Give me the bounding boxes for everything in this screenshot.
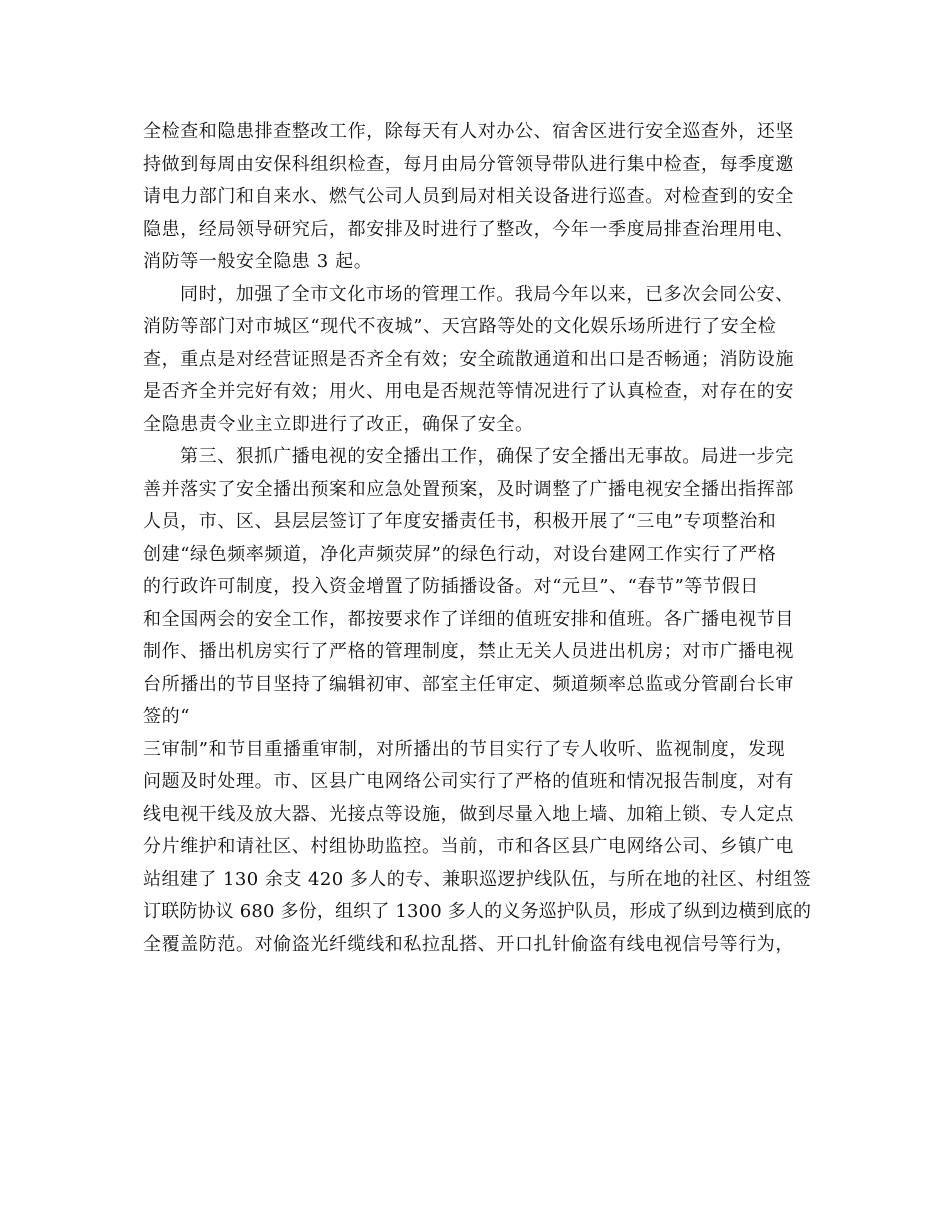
text-line: 全检查和隐患排查整改工作，除每天有人对办公、宿舍区进行安全巡查外，还坚 [143,121,794,142]
text-line: 消防等部门对市城区“现代不夜城”、天宫路等处的文化娱乐场所进行了安全检 [143,316,777,337]
paragraph-first-line: 同时，加强了全市文化市场的管理工作。我局今年以来，已多次会同公安、 [180,283,794,305]
text-line: 订联防协议 680 多份，组织了 1300 多人的义务巡护队员，形成了纵到边横到底的 [143,901,812,922]
text-line: 和全国两会的安全工作，都按要求作了详细的值班安排和值班。各广播电视节目 [143,608,794,630]
text-line: 隐患，经局领导研究后，都安排及时进行了整改，今年一季度局排查治理用电、 [143,218,794,240]
text-line: 制作、播出机房实行了严格的管理制度，禁止无关人员进出机房；对市广播电视 [143,641,794,662]
text-line: 问题及时处理。市、区县广电网络公司实行了严格的值班和情况报告制度，对有 [143,771,794,792]
text-line: 线电视干线及放大器、光接点等设施，做到尽量入地上墙、加箱上锁、专人定点 [143,803,794,825]
body-text [143,116,813,961]
text-line: 全覆盖防范。对偷盗光纤缆线和私拉乱搭、开口扎针偷盗有线电视信号等行为， [143,933,794,955]
text-line: 消防等一般安全隐患 3 起。 [143,251,373,272]
text-line: 查，重点是对经营证照是否齐全有效；安全疏散通道和出口是否畅通；消防设施 [143,348,794,370]
text-line: 持做到每周由安保科组织检查，每月由局分管领导带队进行集中检查，每季度邀 [143,153,794,175]
text-line: 全隐患责令业主立即进行了改正，确保了安全。 [143,413,534,435]
paragraph-first-line: 第三、狠抓广播电视的安全播出工作，确保了安全播出无事故。局进一步完 [180,446,794,467]
text-line: 是否齐全并完好有效；用火、用电是否规范等情况进行了认真检查，对存在的安 [143,381,794,402]
text-line: 善并落实了安全播出预案和应急处置预案，及时调整了广播电视安全播出指挥部 [143,478,794,500]
text-line: 请电力部门和自来水、燃气公司人员到局对相关设备进行巡查。对检查到的安全 [143,186,794,207]
text-line: 创建“绿色频率频道，净化声频荧屏”的绿色行动，对设台建网工作实行了严格 [143,543,777,565]
text-line: 签的“ [143,706,191,727]
text-line: 台所播出的节目坚持了编辑初审、部室主任审定、频道频率总监或分管副台长审 [143,673,794,695]
text-line: 站组建了 130 余支 420 多人的专、兼职巡逻护线队伍，与所在地的社区、村组签 [143,868,812,890]
text-line: 的行政许可制度，投入资金增置了防插播设备。对“元旦”、“春节”等节假日 [143,576,759,597]
text-line: 分片维护和请社区、村组协助监控。当前，市和各区县广电网络公司、乡镇广电 [143,836,794,857]
text-line: 人员，市、区、县层层签订了年度安播责任书，积极开展了“三电”专项整治和 [143,511,777,532]
text-line: 三审制”和节目重播重审制，对所播出的节目实行了专人收听、监视制度，发现 [143,738,786,760]
